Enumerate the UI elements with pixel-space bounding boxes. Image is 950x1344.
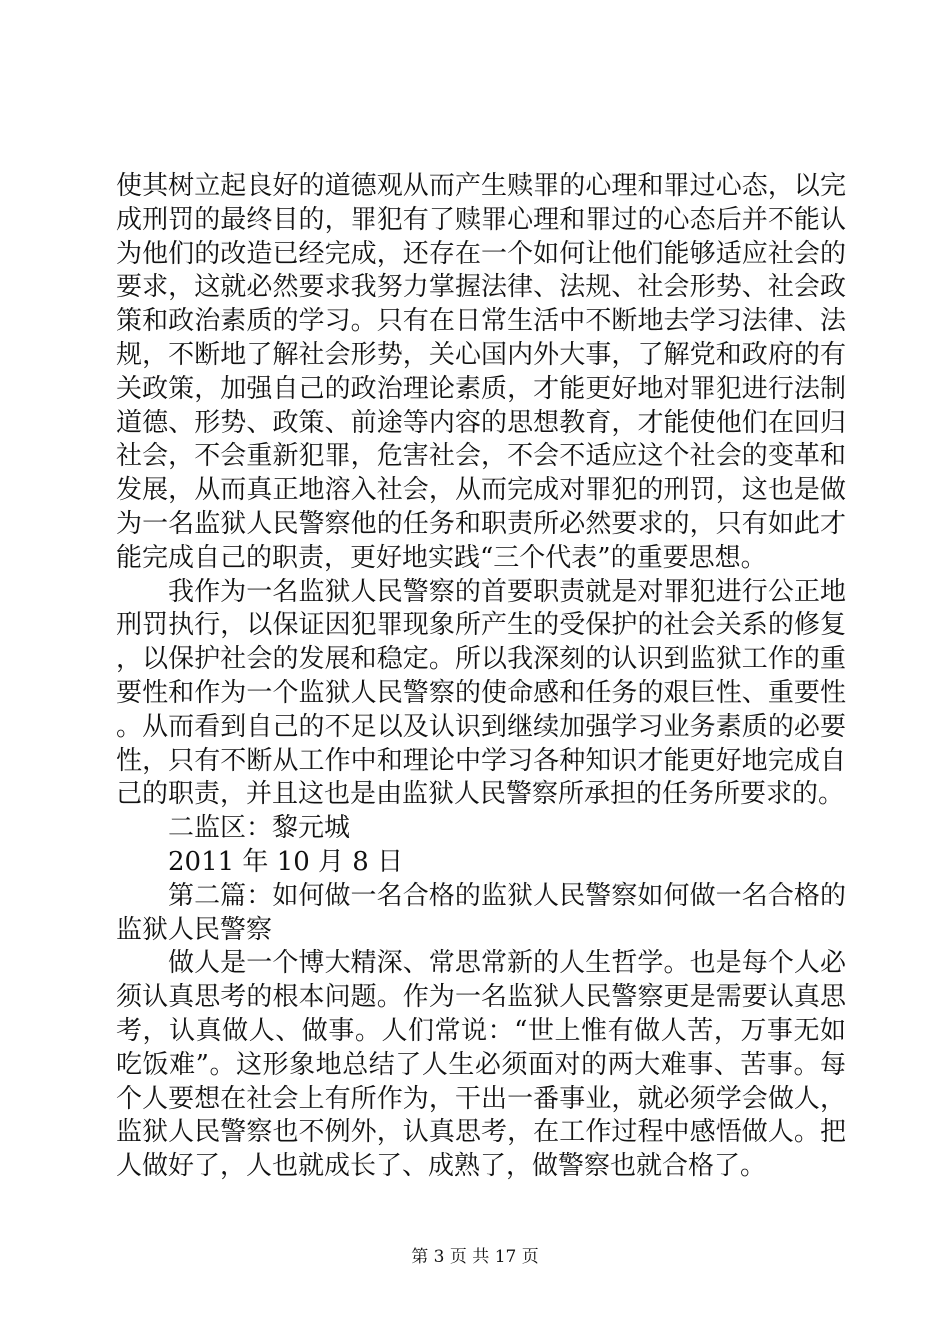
paragraph-duty: 我作为一名监狱人民警察的首要职责就是对罪犯进行公正地刑罚执行，以保证因犯罪现象所产生的受保护的社会关系的修复，以保护社会的发展和稳定。所以我深刻的认识到监狱工作的重要性和作为一个监狱人民警察的使命感和任务的艰巨性、重要性。从而看到自己的不足以及认识到继续加强学习业务素质的必要性，只有不断从工作中和理论中学习各种知识才能更好地完成自己的职责，并且这也是由监狱人民警察所承担的任务所要求的。 <box>116 576 846 810</box>
paragraph-continuation: 使其树立起良好的道德观从而产生赎罪的心理和罪过心态，以完成刑罚的最终目的，罪犯有了赎罪心理和罪过的心态后并不能认为他们的改造已经完成，还存在一个如何让他们能够适应社会的要求，这就必然要求我努力掌握法律、法规、社会形势、社会政策和政治素质的学习。只有在日常生活中不断地去学习法律、法规，不断地了解社会形势，关心国内外大事，了解党和政府的有关政策，加强自己的政治理论素质，才能更好地对罪犯进行法制道德、形势、政策、前途等内容的思想教育，才能使他们在回归社会，不会重新犯罪，危害社会，不会不适应这个社会的变革和发展，从而真正地溶入社会，从而完成对罪犯的刑罚，这也是做为一名监狱人民警察他的任务和职责所必然要求的，只有如此才能完成自己的职责，更好地实践“三个代表”的重要思想。 <box>116 171 846 573</box>
document-body <box>116 170 846 1184</box>
paragraph-being-human: 做人是一个博大精深、常思常新的人生哲学。也是每个人必须认真思考的根本问题。作为一名监狱人民警察更是需要认真思考，认真做人、做事。人们常说：“世上惟有做人苦，万事无如吃饭难”。这形象地总结了人生必须面对的两大难事、苦事。每个人要想在社会上有所作为，干出一番事业，就必须学会做人，监狱人民警察也不例外，认真思考，在工作过程中感悟做人。把人做好了，人也就成长了、成熟了，做警察也就合格了。 <box>116 948 846 1182</box>
section-heading-part-two: 第二篇：如何做一名合格的监狱人民警察如何做一名合格的监狱人民警察 <box>116 880 846 945</box>
signature-date: 2011 年 10 月 8 日 <box>168 846 404 877</box>
signature-department: 二监区：黎元城 <box>168 813 351 844</box>
page-footer: 第 3 页 共 17 页 <box>411 1247 539 1267</box>
